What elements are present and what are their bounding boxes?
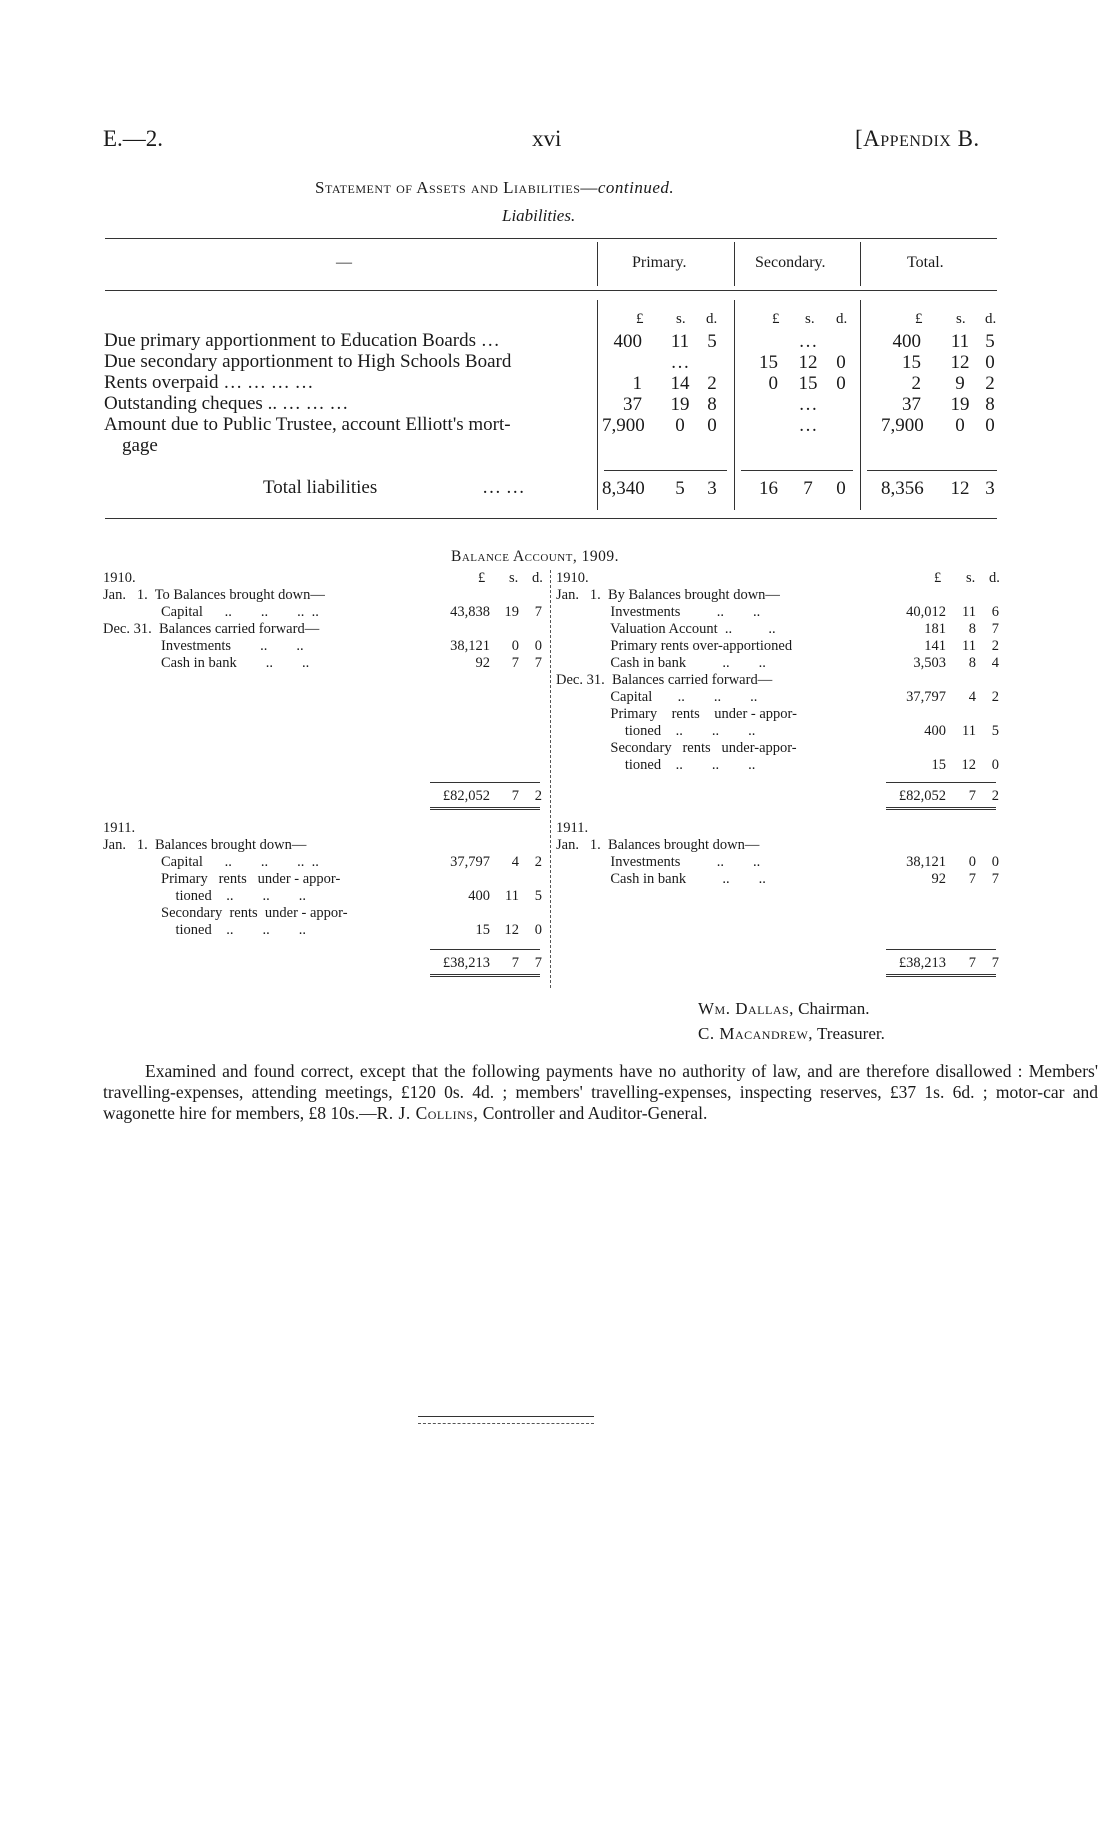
col-divider [734,300,735,510]
total-rule [886,782,996,783]
total-pounds: 400 [892,331,921,352]
ledger-line: 1911. [103,820,136,836]
ledger-line: 1911. [556,820,589,836]
ledger-line: Investments .. .. [556,604,761,620]
ledger-total-shillings: 7 [511,955,519,971]
total-rule [430,782,540,783]
ledger-total-pounds: £38,213 [442,955,490,971]
total-double-rule [886,807,996,810]
total-primary-shillings: 5 [675,478,685,499]
total-pounds: 15 [902,352,921,373]
chairman-role: Chairman. [798,999,870,1018]
total-secondary-pounds: 16 [759,478,778,499]
col-header-total: Total. [907,254,944,271]
ledger-amount-pounds: 181 [924,621,946,637]
total-pence: 8 [985,394,995,415]
primary-shillings: 11 [670,331,690,352]
ledger-amount-shillings: 11 [505,888,519,904]
primary-ellipsis: … [670,352,690,373]
row-label: Due secondary apportionment to High Schools Board [104,351,512,372]
primary-pence: 2 [707,373,717,394]
ledger-total-pounds: £38,213 [898,955,946,971]
ledger-amount-pence: 0 [534,922,542,938]
end-rule [418,1423,594,1424]
ledger-line: tioned .. .. .. [103,888,306,904]
ledger-amount-pence: 0 [991,757,999,773]
ledger-line: tioned .. .. .. [103,922,306,938]
secondary-shillings: 15 [798,373,818,394]
statement-title-continued: continued. [597,178,675,197]
secondary-ellipsis: … [798,331,818,352]
total-pence: 0 [985,352,995,373]
statement-title [315,178,674,198]
ledger-line: Capital .. .. .. .. [103,604,319,620]
unit-pounds: £ [636,311,644,327]
primary-pounds: 1 [632,373,642,394]
ledger-amount-shillings: 12 [504,922,519,938]
secondary-ellipsis: … [798,394,818,415]
ledger-total-pence: 7 [534,955,542,971]
audit-text: Examined and found correct, except that the following payments have no authority of law, and are therefore disallowed : Members' travelling-expenses, attending meetings, £120 0s. 4d. ; members' travelling-expenses, inspecting reserves, £37 1s. 6d. ; motor-car and wagonette hire for members, £8 10s.— [103,1061,1098,1123]
ledger-line: Primary rents over-apportioned [556,638,793,654]
ledger-line: Cash in bank .. .. [556,871,766,887]
secondary-pence: 0 [836,373,846,394]
ledger-amount-pence: 2 [991,638,999,654]
ledger-amount-shillings: 7 [968,871,976,887]
audit-signer: R. J. Collins, [376,1103,479,1123]
total-pounds: 2 [911,373,921,394]
row-label: Amount due to Public Trustee, account Elliott's mort- [104,414,511,435]
total-total-pounds: 8,356 [881,478,924,499]
ledger-amount-shillings: 11 [962,723,976,739]
col-divider [597,242,598,286]
balance-center-divider [550,570,551,988]
ledger-total-pounds: £82,052 [442,788,490,804]
col-divider [860,300,861,510]
primary-pounds: 37 [623,394,642,415]
ledger-amount-shillings: 0 [511,638,519,654]
col-divider [734,242,735,286]
ledger-amount-pounds: 92 [475,655,490,671]
total-double-rule [430,974,540,977]
primary-shillings: 19 [670,394,690,415]
total-liabilities-label: Total liabilities [263,477,378,498]
total-rule [604,470,727,471]
ledger-amount-shillings: 8 [968,621,976,637]
unit-pounds: £ [915,311,923,327]
secondary-pounds: 0 [768,373,778,394]
ledger-amount-shillings: 7 [511,655,519,671]
primary-pence: 0 [707,415,717,436]
ledger-amount-pounds: 3,503 [913,655,946,671]
ledger-line: tioned .. .. .. [556,757,756,773]
total-secondary-shillings: 7 [803,478,813,499]
ledger-amount-pounds: 400 [924,723,946,739]
total-rule [741,470,853,471]
ledger-amount-pounds: 38,121 [906,854,946,870]
row-label: Outstanding cheques .. … … … [104,393,349,414]
primary-shillings: 14 [670,373,690,394]
ledger-line: Secondary rents under-appor- [556,740,797,756]
secondary-ellipsis: … [798,415,818,436]
total-shillings: 12 [950,352,970,373]
ledger-line: Jan. 1. To Balances brought down— [103,587,325,603]
ledger-line: Cash in bank .. .. [556,655,766,671]
ledger-amount-pence: 7 [991,621,999,637]
col-header-secondary: Secondary. [755,254,826,271]
ledger-line: 1910. [103,570,136,586]
ledger-line: Valuation Account .. .. [556,621,776,637]
primary-pounds: 400 [613,331,642,352]
ledger-amount-pence: 4 [991,655,999,671]
audit-signer-role: Controller and Auditor-General. [482,1103,708,1123]
ledger-amount-pence: 0 [534,638,542,654]
ledger-line: Secondary rents under - appor- [103,905,348,921]
ledger-line: Investments .. .. [556,854,761,870]
total-liabilities-dots: … … [482,477,525,498]
ledger-amount-pounds: 38,121 [450,638,490,654]
secondary-pence: 0 [836,352,846,373]
primary-shillings: 0 [675,415,685,436]
chairman-name: Wm. Dallas, [698,999,794,1018]
ledger-line: Jan. 1. By Balances brought down— [556,587,780,603]
ledger-line: Primary rents under - appor- [556,706,797,722]
ledger-amount-shillings: 4 [968,689,976,705]
signature-chairman [698,999,869,1019]
audit-paragraph [103,1061,1098,1124]
ledger-total-pounds: £82,052 [898,788,946,804]
ledger-amount-pence: 7 [534,604,542,620]
unit-shillings: s. [966,570,976,586]
ledger-amount-pence: 7 [534,655,542,671]
ledger-total-shillings: 7 [968,788,976,804]
ledger-amount-shillings: 0 [968,854,976,870]
unit-pounds: £ [478,570,486,586]
col-divider [597,300,598,510]
ledger-line: Capital .. .. .. [556,689,758,705]
unit-shillings: s. [956,311,966,327]
ledger-total-pence: 7 [991,955,999,971]
statement-subtitle: Liabilities. [502,206,576,225]
ledger-amount-pounds: 400 [468,888,490,904]
ledger-amount-pounds: 15 [475,922,490,938]
total-shillings: 11 [950,331,970,352]
ledger-amount-shillings: 11 [962,604,976,620]
balance-account-title: Balance Account, 1909. [451,548,620,565]
unit-pence: d. [836,311,848,327]
ledger-line: Dec. 31. Balances carried forward— [556,672,773,688]
ledger-amount-pence: 2 [991,689,999,705]
ledger-amount-pence: 6 [991,604,999,620]
unit-pence: d. [989,570,1000,586]
ledger-amount-pounds: 15 [931,757,946,773]
ledger-line: Dec. 31. Balances carried forward— [103,621,320,637]
ledger-amount-pounds: 37,797 [450,854,490,870]
ledger-line: Capital .. .. .. .. [103,854,319,870]
table-top-rule [105,238,997,239]
ledger-amount-pounds: 40,012 [906,604,946,620]
total-secondary-pence: 0 [836,478,846,499]
total-pence: 2 [985,373,995,394]
total-rule [430,949,540,950]
ledger-amount-pence: 0 [991,854,999,870]
total-pence: 5 [985,331,995,352]
col-divider [860,242,861,286]
unit-shillings: s. [509,570,519,586]
statement-title-main: Statement of Assets and Liabilities— [315,178,598,197]
total-total-shillings: 12 [950,478,970,499]
ledger-line: Jan. 1. Balances brought down— [103,837,307,853]
ledger-line: Primary rents under - appor- [103,871,341,887]
unit-shillings: s. [676,311,686,327]
total-primary-pence: 3 [707,478,717,499]
secondary-pounds: 15 [759,352,778,373]
ledger-amount-pence: 2 [534,854,542,870]
ledger-amount-pence: 5 [991,723,999,739]
ledger-line: Investments .. .. [103,638,304,654]
unit-pence: d. [532,570,543,586]
unit-pence: d. [985,311,997,327]
primary-pounds: 7,900 [602,415,645,436]
total-primary-pounds: 8,340 [602,478,645,499]
total-double-rule [886,974,996,977]
ledger-line: Jan. 1. Balances brought down— [556,837,760,853]
ledger-amount-pence: 7 [991,871,999,887]
treasurer-role: Treasurer. [817,1024,885,1043]
primary-pence: 8 [707,394,717,415]
ledger-total-shillings: 7 [511,788,519,804]
ledger-amount-pence: 5 [534,888,542,904]
total-pence: 0 [985,415,995,436]
total-pounds: 7,900 [881,415,924,436]
total-rule [867,470,997,471]
ledger-amount-pounds: 141 [924,638,946,654]
appendix-label: [Appendix B. [855,126,980,151]
unit-pounds: £ [934,570,942,586]
primary-pence: 5 [707,331,717,352]
ledger-total-pence: 2 [534,788,542,804]
total-shillings: 19 [950,394,970,415]
ledger-amount-shillings: 8 [968,655,976,671]
total-total-pence: 3 [985,478,995,499]
ledger-amount-shillings: 4 [511,854,519,870]
ledger-line: tioned .. .. .. [556,723,756,739]
col-header-description: — [336,254,352,271]
col-header-primary: Primary. [632,254,687,271]
treasurer-name: C. Macandrew, [698,1024,814,1043]
signature-treasurer [698,1024,885,1044]
unit-pounds: £ [772,311,780,327]
table-bottom-rule [105,518,997,519]
total-shillings: 9 [955,373,965,394]
total-pounds: 37 [902,394,921,415]
page-number: xvi [532,126,562,151]
ledger-total-shillings: 7 [968,955,976,971]
ledger-amount-pounds: 37,797 [906,689,946,705]
row-label-continued: gage [122,435,158,456]
table-header-rule [105,290,997,291]
page-ref-left: E.—2. [103,126,164,151]
secondary-shillings: 12 [798,352,818,373]
ledger-amount-shillings: 11 [962,638,976,654]
unit-pence: d. [706,311,718,327]
row-label: Due primary apportionment to Education Boards … [104,330,500,351]
total-double-rule [430,807,540,810]
row-label: Rents overpaid … … … … [104,372,314,393]
total-rule [886,949,996,950]
end-rule [418,1416,594,1417]
ledger-amount-shillings: 12 [961,757,976,773]
ledger-line: 1910. [556,570,589,586]
ledger-amount-pounds: 43,838 [450,604,490,620]
ledger-total-pence: 2 [991,788,999,804]
ledger-line: Cash in bank .. .. [103,655,310,671]
ledger-amount-shillings: 19 [504,604,519,620]
ledger-amount-pounds: 92 [931,871,946,887]
total-shillings: 0 [955,415,965,436]
unit-shillings: s. [805,311,815,327]
